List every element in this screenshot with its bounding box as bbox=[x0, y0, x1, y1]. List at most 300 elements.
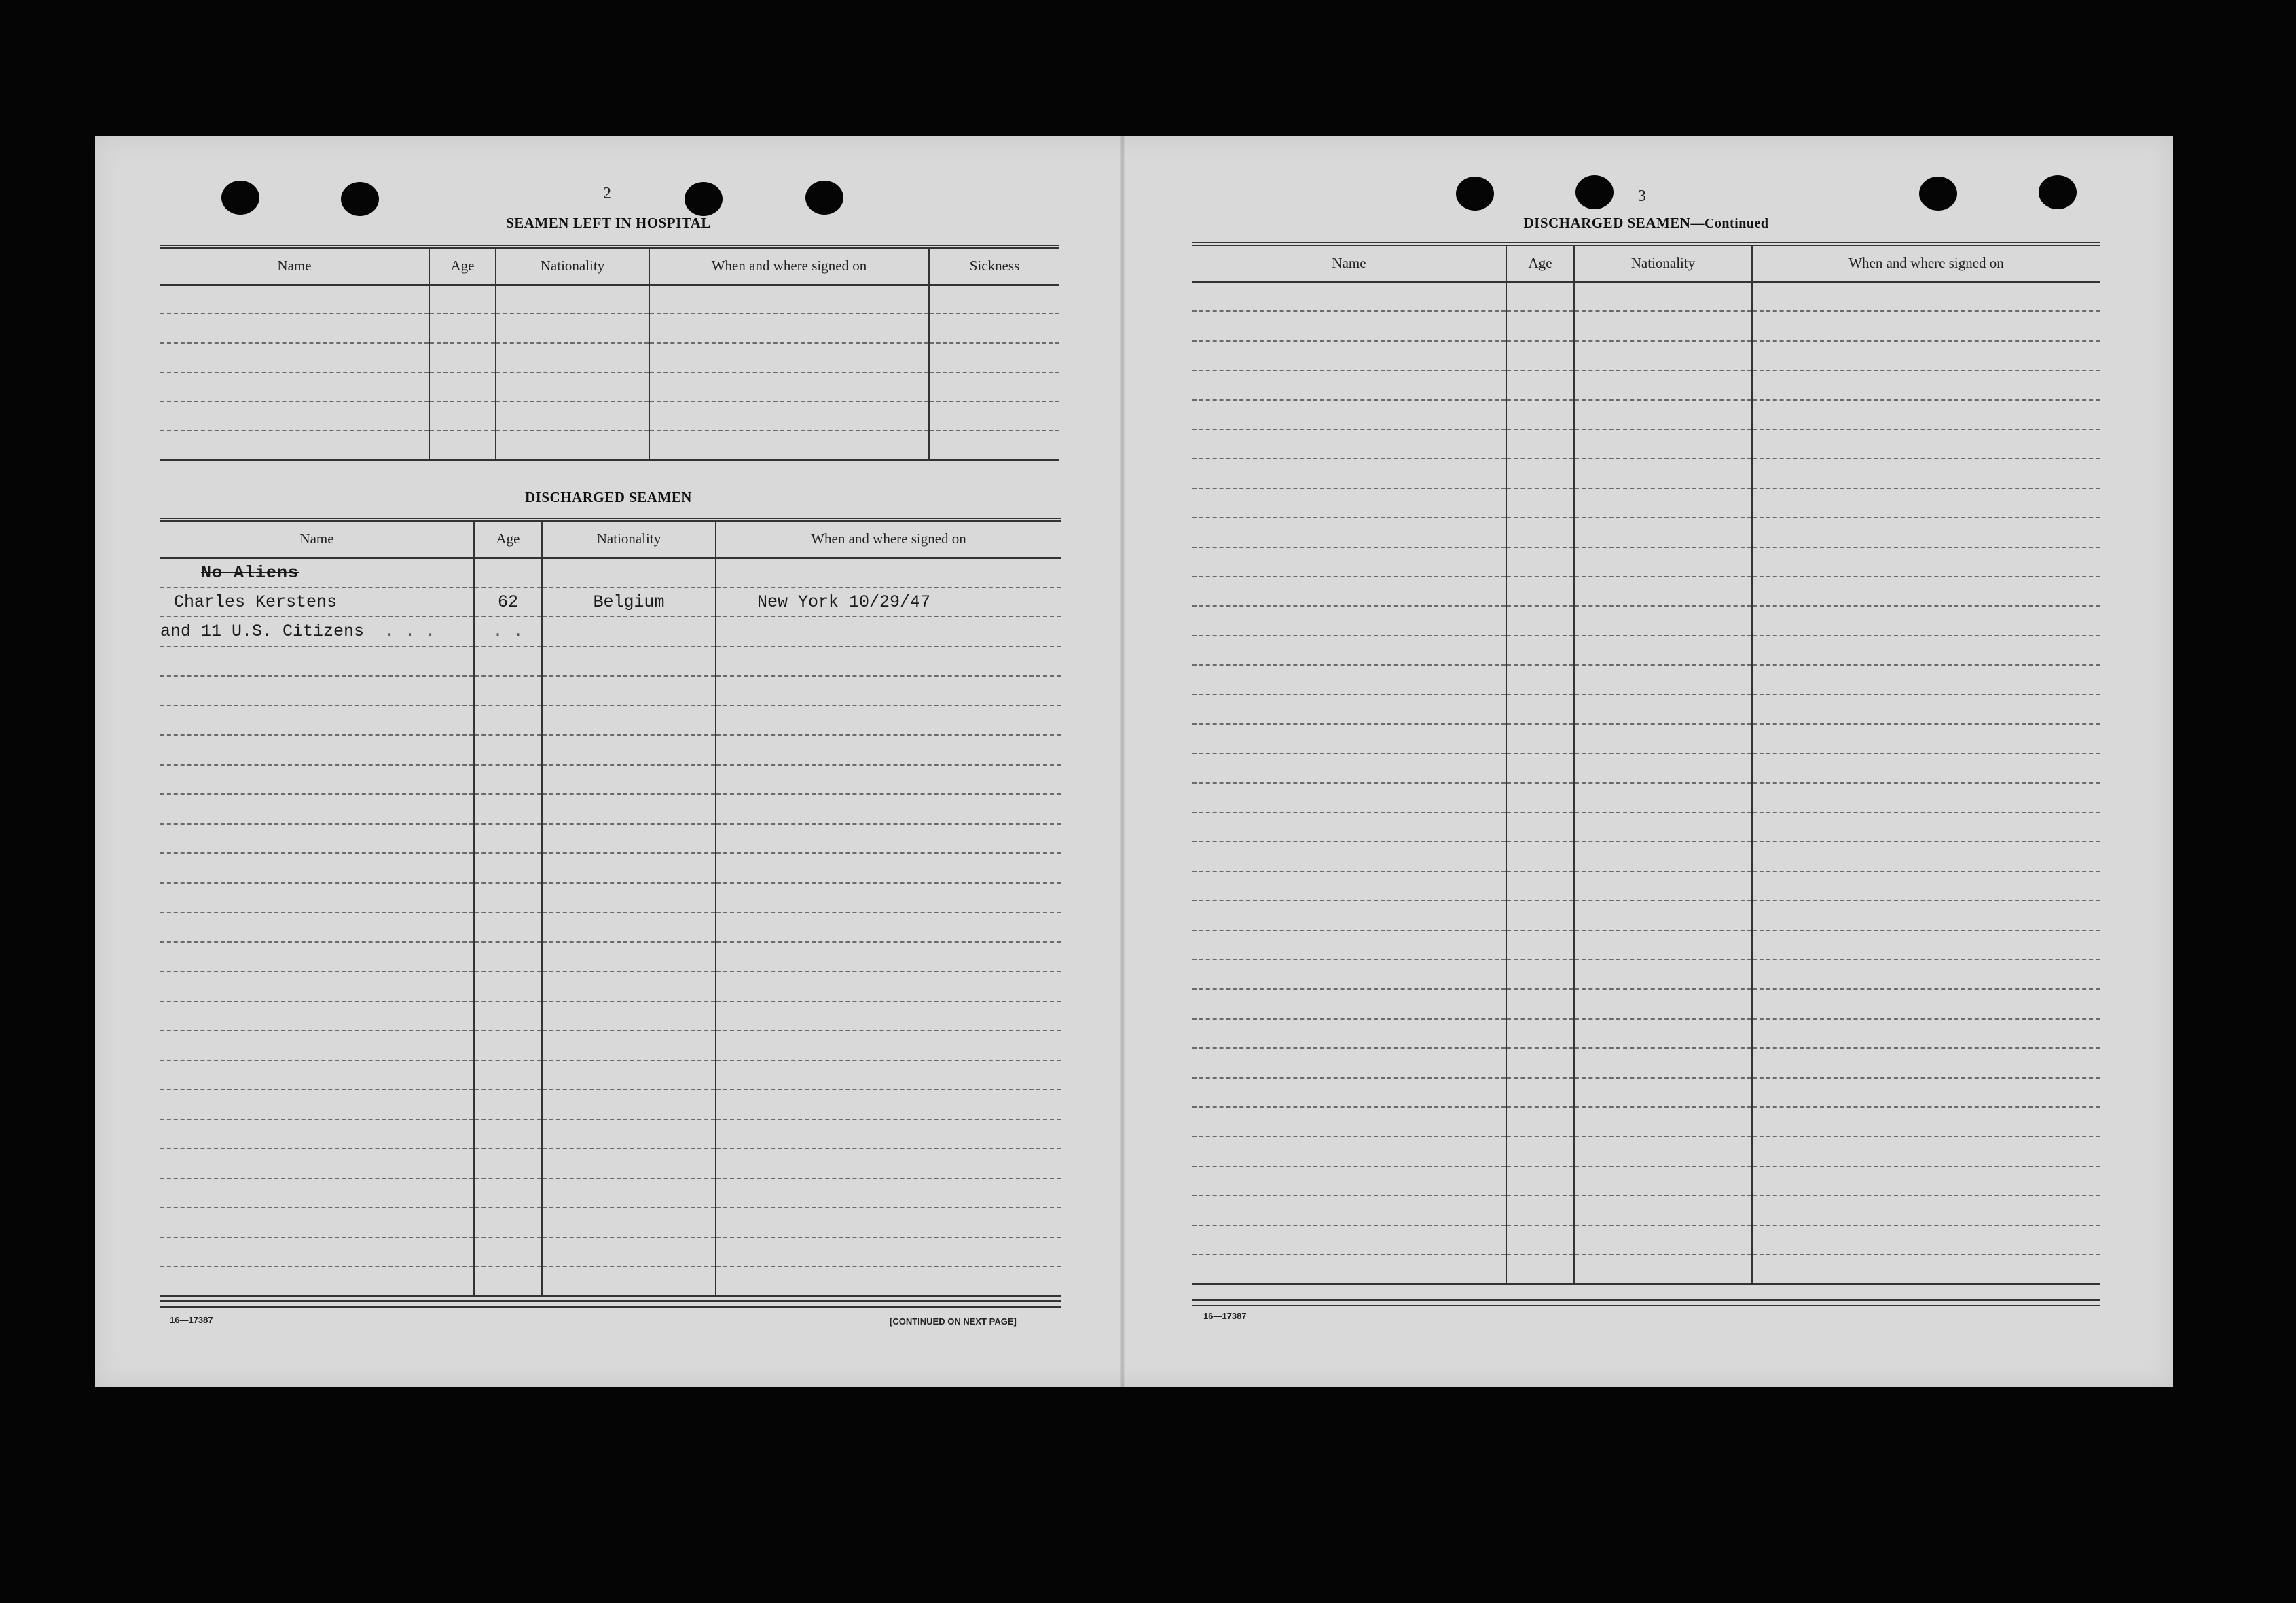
blank-cell bbox=[542, 1149, 716, 1178]
blank-cell bbox=[929, 314, 1059, 343]
blank-row bbox=[1192, 989, 2100, 1018]
blank-cell bbox=[716, 883, 1061, 913]
blank-cell bbox=[1752, 518, 2100, 547]
blank-cell bbox=[1506, 724, 1574, 753]
blank-cell bbox=[160, 765, 474, 795]
blank-cell bbox=[1574, 1107, 1752, 1136]
blank-cell bbox=[1506, 311, 1574, 340]
blank-cell bbox=[1506, 429, 1574, 458]
blank-cell bbox=[1574, 931, 1752, 960]
blank-cell bbox=[1506, 1048, 1574, 1077]
blank-cell bbox=[474, 883, 542, 913]
blank-cell bbox=[496, 314, 649, 343]
blank-cell bbox=[1506, 488, 1574, 518]
blank-cell bbox=[1574, 1225, 1752, 1255]
blank-cell bbox=[1752, 783, 2100, 812]
blank-cell bbox=[1752, 370, 2100, 399]
blank-row bbox=[160, 853, 1061, 883]
page-number: 3 bbox=[1638, 187, 1646, 205]
blank-cell bbox=[429, 372, 496, 401]
blank-cell bbox=[474, 676, 542, 706]
column-header-signed-on: When and where signed on bbox=[1752, 244, 2100, 282]
blank-cell bbox=[474, 1001, 542, 1031]
document-sheet bbox=[95, 136, 2173, 1387]
punch-hole bbox=[2039, 175, 2077, 209]
blank-cell bbox=[1574, 665, 1752, 694]
blank-row bbox=[1192, 429, 2100, 458]
blank-row bbox=[1192, 547, 2100, 577]
column-header-signed-on: When and where signed on bbox=[716, 520, 1061, 558]
blank-row bbox=[160, 314, 1059, 343]
blank-cell bbox=[474, 1149, 542, 1178]
blank-row bbox=[160, 1238, 1061, 1267]
column-header-age: Age bbox=[429, 247, 496, 285]
blank-cell bbox=[1574, 606, 1752, 635]
continued-note: [CONTINUED ON NEXT PAGE] bbox=[890, 1316, 1017, 1327]
table-row bbox=[160, 588, 1061, 617]
blank-cell bbox=[160, 401, 429, 431]
signed-on-cell bbox=[716, 617, 1061, 647]
blank-cell bbox=[1752, 989, 2100, 1018]
blank-row bbox=[160, 1208, 1061, 1238]
blank-row bbox=[160, 647, 1061, 677]
blank-cell bbox=[716, 1119, 1061, 1149]
blank-cell bbox=[716, 1208, 1061, 1238]
blank-cell bbox=[474, 942, 542, 972]
name-cell: No Aliens bbox=[160, 558, 474, 588]
blank-cell bbox=[1192, 960, 1506, 989]
blank-cell bbox=[1752, 1078, 2100, 1107]
blank-row bbox=[1192, 282, 2100, 311]
blank-row bbox=[1192, 1195, 2100, 1225]
blank-cell bbox=[542, 765, 716, 795]
blank-row bbox=[1192, 1078, 2100, 1107]
blank-cell bbox=[1752, 282, 2100, 311]
blank-cell bbox=[160, 372, 429, 401]
blank-cell bbox=[1192, 665, 1506, 694]
blank-cell bbox=[1506, 1166, 1574, 1195]
blank-cell bbox=[1506, 989, 1574, 1018]
title-main: DISCHARGED SEAMEN bbox=[1523, 215, 1691, 231]
blank-cell bbox=[474, 765, 542, 795]
blank-cell bbox=[1752, 871, 2100, 901]
punch-hole bbox=[1456, 177, 1494, 211]
blank-cell bbox=[1192, 429, 1506, 458]
blank-cell bbox=[1506, 458, 1574, 488]
age-cell: 62 bbox=[474, 588, 542, 617]
nationality-cell: Belgium bbox=[542, 588, 716, 617]
blank-cell bbox=[160, 676, 474, 706]
column-header-age: Age bbox=[474, 520, 542, 558]
punch-hole bbox=[805, 181, 843, 215]
blank-cell bbox=[929, 343, 1059, 372]
blank-cell bbox=[1574, 1195, 1752, 1225]
blank-cell bbox=[1506, 901, 1574, 930]
blank-cell bbox=[1752, 960, 2100, 989]
blank-cell bbox=[1752, 901, 2100, 930]
column-header-nationality: Nationality bbox=[496, 247, 649, 285]
blank-row bbox=[1192, 1225, 2100, 1255]
right-page bbox=[1125, 136, 2173, 1387]
blank-row bbox=[1192, 458, 2100, 488]
blank-cell bbox=[160, 1030, 474, 1060]
blank-cell bbox=[649, 401, 929, 431]
blank-row bbox=[1192, 1019, 2100, 1048]
punch-hole bbox=[221, 181, 259, 215]
blank-cell bbox=[542, 647, 716, 677]
blank-cell bbox=[1192, 547, 1506, 577]
blank-cell bbox=[1192, 1225, 1506, 1255]
blank-cell bbox=[1506, 547, 1574, 577]
blank-cell bbox=[1192, 311, 1506, 340]
blank-cell bbox=[1752, 429, 2100, 458]
blank-row bbox=[160, 285, 1059, 314]
discharged-continued-table bbox=[1192, 242, 2100, 1285]
blank-cell bbox=[1506, 842, 1574, 871]
blank-cell bbox=[1506, 1255, 1574, 1284]
blank-cell bbox=[649, 431, 929, 460]
blank-cell bbox=[160, 853, 474, 883]
blank-cell bbox=[649, 285, 929, 314]
blank-cell bbox=[1752, 606, 2100, 635]
blank-cell bbox=[1574, 960, 1752, 989]
blank-row bbox=[1192, 694, 2100, 723]
blank-cell bbox=[929, 372, 1059, 401]
blank-row bbox=[1192, 311, 2100, 340]
blank-cell bbox=[716, 1178, 1061, 1208]
blank-row bbox=[1192, 871, 2100, 901]
column-header-age: Age bbox=[1506, 244, 1574, 282]
blank-cell bbox=[542, 912, 716, 942]
blank-cell bbox=[1506, 606, 1574, 635]
blank-row bbox=[1192, 1255, 2100, 1284]
column-header-name: Name bbox=[160, 520, 474, 558]
blank-cell bbox=[1192, 636, 1506, 665]
blank-cell bbox=[1574, 636, 1752, 665]
blank-cell bbox=[474, 647, 542, 677]
blank-cell bbox=[716, 1001, 1061, 1031]
blank-cell bbox=[1574, 311, 1752, 340]
signed-on-cell bbox=[716, 558, 1061, 588]
blank-cell bbox=[1192, 1019, 1506, 1048]
blank-cell bbox=[160, 1001, 474, 1031]
blank-cell bbox=[716, 824, 1061, 854]
blank-row bbox=[1192, 901, 2100, 930]
blank-cell bbox=[1192, 488, 1506, 518]
blank-cell bbox=[716, 1267, 1061, 1297]
blank-cell bbox=[649, 343, 929, 372]
blank-row bbox=[1192, 577, 2100, 606]
page-number: 2 bbox=[603, 185, 611, 202]
blank-cell bbox=[160, 883, 474, 913]
blank-row bbox=[1192, 753, 2100, 782]
blank-row bbox=[160, 401, 1059, 431]
blank-cell bbox=[1192, 518, 1506, 547]
age-cell bbox=[474, 558, 542, 588]
blank-cell bbox=[160, 1119, 474, 1149]
blank-row bbox=[1192, 665, 2100, 694]
blank-cell bbox=[1506, 1107, 1574, 1136]
blank-row bbox=[160, 1267, 1061, 1297]
blank-cell bbox=[1752, 1225, 2100, 1255]
blank-cell bbox=[160, 912, 474, 942]
blank-cell bbox=[474, 735, 542, 765]
blank-row bbox=[160, 1149, 1061, 1178]
blank-cell bbox=[1574, 1136, 1752, 1166]
blank-cell bbox=[1192, 370, 1506, 399]
blank-cell bbox=[1506, 370, 1574, 399]
blank-cell bbox=[1752, 488, 2100, 518]
blank-cell bbox=[474, 912, 542, 942]
blank-cell bbox=[1506, 665, 1574, 694]
form-number: 16—17387 bbox=[1203, 1311, 1247, 1321]
blank-cell bbox=[1192, 812, 1506, 842]
punch-hole bbox=[1575, 175, 1614, 209]
blank-cell bbox=[929, 285, 1059, 314]
blank-row bbox=[160, 1060, 1061, 1090]
blank-cell bbox=[1752, 577, 2100, 606]
blank-cell bbox=[649, 314, 929, 343]
blank-cell bbox=[542, 735, 716, 765]
blank-cell bbox=[716, 853, 1061, 883]
blank-cell bbox=[1192, 783, 1506, 812]
blank-row bbox=[1192, 1107, 2100, 1136]
blank-cell bbox=[160, 647, 474, 677]
blank-cell bbox=[716, 706, 1061, 736]
blank-row bbox=[160, 706, 1061, 736]
blank-cell bbox=[1752, 1107, 2100, 1136]
blank-row bbox=[1192, 842, 2100, 871]
blank-cell bbox=[716, 942, 1061, 972]
blank-cell bbox=[1192, 341, 1506, 370]
nationality-cell bbox=[542, 558, 716, 588]
blank-cell bbox=[1574, 989, 1752, 1018]
blank-cell bbox=[929, 401, 1059, 431]
blank-cell bbox=[542, 824, 716, 854]
age-cell bbox=[474, 617, 542, 647]
blank-cell bbox=[160, 706, 474, 736]
blank-cell bbox=[1752, 547, 2100, 577]
blank-cell bbox=[496, 343, 649, 372]
blank-cell bbox=[474, 853, 542, 883]
blank-cell bbox=[1192, 989, 1506, 1018]
blank-cell bbox=[1192, 871, 1506, 901]
blank-cell bbox=[429, 343, 496, 372]
blank-cell bbox=[1192, 1255, 1506, 1284]
blank-cell bbox=[496, 285, 649, 314]
blank-cell bbox=[1506, 282, 1574, 311]
blank-cell bbox=[716, 794, 1061, 824]
blank-cell bbox=[429, 314, 496, 343]
blank-cell bbox=[160, 794, 474, 824]
blank-cell bbox=[1752, 1136, 2100, 1166]
blank-cell bbox=[542, 883, 716, 913]
name-cell: Charles Kerstens bbox=[160, 588, 474, 617]
nationality-cell bbox=[542, 617, 716, 647]
blank-cell bbox=[496, 372, 649, 401]
hospital-table bbox=[160, 245, 1059, 461]
blank-cell bbox=[542, 676, 716, 706]
blank-cell bbox=[542, 1267, 716, 1297]
blank-row bbox=[1192, 370, 2100, 399]
blank-cell bbox=[1574, 341, 1752, 370]
dot-leader: . . bbox=[492, 622, 524, 642]
blank-cell bbox=[160, 1208, 474, 1238]
blank-cell bbox=[1506, 783, 1574, 812]
blank-cell bbox=[1192, 842, 1506, 871]
discharged-table bbox=[160, 518, 1061, 1297]
blank-cell bbox=[1574, 694, 1752, 723]
blank-cell bbox=[1574, 871, 1752, 901]
blank-row bbox=[160, 883, 1061, 913]
blank-row bbox=[1192, 606, 2100, 635]
bottom-rule bbox=[160, 1300, 1061, 1308]
blank-cell bbox=[1574, 370, 1752, 399]
blank-cell bbox=[1574, 429, 1752, 458]
discharged-section-title: DISCHARGED SEAMEN bbox=[525, 489, 692, 505]
blank-cell bbox=[474, 1178, 542, 1208]
blank-cell bbox=[1192, 724, 1506, 753]
blank-cell bbox=[1192, 1078, 1506, 1107]
blank-cell bbox=[1192, 753, 1506, 782]
blank-cell bbox=[542, 1208, 716, 1238]
blank-cell bbox=[542, 706, 716, 736]
blank-cell bbox=[1506, 812, 1574, 842]
blank-cell bbox=[716, 912, 1061, 942]
blank-row bbox=[1192, 931, 2100, 960]
blank-cell bbox=[474, 1060, 542, 1090]
blank-cell bbox=[1752, 665, 2100, 694]
blank-cell bbox=[160, 1149, 474, 1178]
blank-cell bbox=[1506, 1136, 1574, 1166]
discharged-continued-title bbox=[1192, 215, 2100, 232]
blank-cell bbox=[474, 1267, 542, 1297]
blank-cell bbox=[1506, 341, 1574, 370]
blank-cell bbox=[1574, 753, 1752, 782]
blank-cell bbox=[716, 735, 1061, 765]
blank-row bbox=[160, 824, 1061, 854]
column-header-nationality: Nationality bbox=[542, 520, 716, 558]
blank-cell bbox=[1752, 1255, 2100, 1284]
punch-hole bbox=[341, 182, 379, 216]
blank-cell bbox=[1574, 1078, 1752, 1107]
blank-cell bbox=[542, 1238, 716, 1267]
blank-cell bbox=[1752, 694, 2100, 723]
blank-cell bbox=[1574, 400, 1752, 429]
blank-cell bbox=[160, 971, 474, 1001]
blank-row bbox=[1192, 812, 2100, 842]
blank-row bbox=[1192, 636, 2100, 665]
blank-cell bbox=[160, 285, 429, 314]
blank-cell bbox=[716, 676, 1061, 706]
blank-row bbox=[1192, 1048, 2100, 1077]
blank-cell bbox=[542, 1030, 716, 1060]
blank-cell bbox=[716, 1149, 1061, 1178]
blank-cell bbox=[1192, 901, 1506, 930]
blank-cell bbox=[1574, 518, 1752, 547]
blank-cell bbox=[1752, 812, 2100, 842]
blank-row bbox=[1192, 341, 2100, 370]
blank-cell bbox=[160, 1267, 474, 1297]
blank-cell bbox=[496, 431, 649, 460]
blank-cell bbox=[1574, 724, 1752, 753]
blank-cell bbox=[496, 401, 649, 431]
column-header-name: Name bbox=[160, 247, 429, 285]
blank-cell bbox=[1506, 960, 1574, 989]
blank-cell bbox=[1574, 1048, 1752, 1077]
table-row bbox=[160, 617, 1061, 647]
blank-cell bbox=[429, 401, 496, 431]
table-row bbox=[160, 558, 1061, 588]
blank-cell bbox=[1752, 931, 2100, 960]
blank-row bbox=[160, 676, 1061, 706]
blank-cell bbox=[474, 971, 542, 1001]
blank-row bbox=[1192, 400, 2100, 429]
blank-cell bbox=[1752, 1195, 2100, 1225]
blank-cell bbox=[542, 942, 716, 972]
blank-cell bbox=[1752, 1048, 2100, 1077]
blank-cell bbox=[160, 1178, 474, 1208]
blank-cell bbox=[542, 1178, 716, 1208]
blank-cell bbox=[429, 285, 496, 314]
blank-cell bbox=[1574, 1255, 1752, 1284]
blank-cell bbox=[542, 1089, 716, 1119]
blank-cell bbox=[1574, 282, 1752, 311]
blank-row bbox=[160, 372, 1059, 401]
blank-cell bbox=[474, 1089, 542, 1119]
blank-cell bbox=[429, 431, 496, 460]
hospital-section-title: SEAMEN LEFT IN HOSPITAL bbox=[506, 215, 711, 231]
blank-row bbox=[160, 1001, 1061, 1031]
blank-cell bbox=[542, 1119, 716, 1149]
column-header-nationality: Nationality bbox=[1574, 244, 1752, 282]
blank-cell bbox=[160, 1089, 474, 1119]
blank-cell bbox=[1752, 311, 2100, 340]
blank-cell bbox=[716, 765, 1061, 795]
dot-leader: . . . bbox=[364, 622, 436, 642]
blank-cell bbox=[1574, 783, 1752, 812]
blank-cell bbox=[716, 1060, 1061, 1090]
blank-cell bbox=[474, 794, 542, 824]
blank-cell bbox=[1192, 1107, 1506, 1136]
blank-cell bbox=[474, 824, 542, 854]
blank-cell bbox=[716, 647, 1061, 677]
blank-cell bbox=[1574, 488, 1752, 518]
blank-cell bbox=[160, 735, 474, 765]
blank-cell bbox=[716, 1030, 1061, 1060]
blank-cell bbox=[649, 372, 929, 401]
blank-cell bbox=[160, 824, 474, 854]
blank-cell bbox=[1192, 606, 1506, 635]
blank-cell bbox=[542, 853, 716, 883]
blank-cell bbox=[542, 1060, 716, 1090]
blank-cell bbox=[160, 942, 474, 972]
blank-cell bbox=[1506, 1195, 1574, 1225]
blank-cell bbox=[1192, 1048, 1506, 1077]
left-page bbox=[95, 136, 1120, 1387]
form-number: 16—17387 bbox=[170, 1315, 213, 1325]
blank-cell bbox=[1752, 1019, 2100, 1048]
blank-row bbox=[160, 912, 1061, 942]
blank-row bbox=[1192, 724, 2100, 753]
blank-cell bbox=[160, 314, 429, 343]
blank-cell bbox=[474, 706, 542, 736]
blank-row bbox=[160, 942, 1061, 972]
blank-row bbox=[160, 735, 1061, 765]
blank-row bbox=[160, 794, 1061, 824]
blank-cell bbox=[1192, 694, 1506, 723]
blank-row bbox=[1192, 488, 2100, 518]
